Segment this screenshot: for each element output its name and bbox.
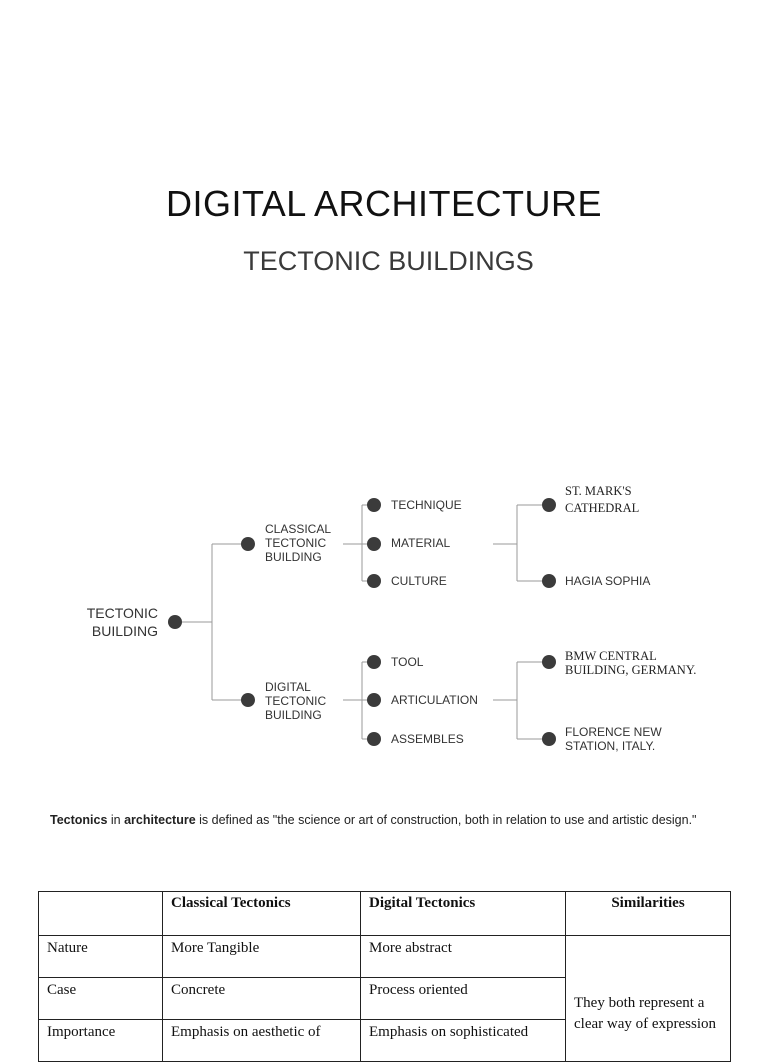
page-title: DIGITAL ARCHITECTURE	[165, 183, 603, 224]
example-bmw: BMW CENTRAL BUILDING, GERMANY.	[565, 649, 697, 677]
node-culture	[367, 574, 381, 588]
aspect-articulation: ARTICULATION	[391, 693, 478, 707]
table-cell: Emphasis on sophisticated	[361, 1020, 566, 1062]
comparison-table	[38, 891, 731, 1062]
node-tool	[367, 655, 381, 669]
aspect-culture: CULTURE	[391, 574, 447, 588]
classical-label: CLASSICAL TECTONIC BUILDING	[265, 522, 332, 564]
node-hagia-sophia	[542, 574, 556, 588]
example-hagia-sophia: HAGIA SOPHIA	[565, 574, 651, 588]
table-cell: Importance	[39, 1020, 163, 1062]
node-assembles	[367, 732, 381, 746]
table-header-classical: Classical Tectonics	[163, 892, 361, 936]
tectonics-definition: Tectonics in architecture is defined as "the science or art of construction, both in relation to use and artistic design."	[50, 813, 697, 827]
definition-text: is defined as "the science or art of construction, both in relation to use and artistic design."	[195, 813, 697, 827]
node-material	[367, 537, 381, 551]
root-label: TECTONIC BUILDING	[86, 605, 158, 639]
table-cell: More Tangible	[163, 936, 361, 978]
example-st-marks: ST. MARK'S CATHEDRAL	[565, 484, 640, 515]
node-bmw	[542, 655, 556, 669]
aspect-tool: TOOL	[391, 655, 424, 669]
table-header-empty	[39, 892, 163, 936]
node-root	[168, 615, 182, 629]
similarities-cell: They both represent a clear way of expression	[566, 936, 731, 1062]
table-row	[39, 936, 731, 978]
definition-field: architecture	[124, 813, 196, 827]
table-cell: More abstract	[361, 936, 566, 978]
table-cell: Nature	[39, 936, 163, 978]
tectonic-tree-diagram	[0, 470, 768, 760]
node-technique	[367, 498, 381, 512]
aspect-technique: TECHNIQUE	[391, 498, 462, 512]
page-subtitle: TECTONIC BUILDINGS	[243, 246, 534, 276]
aspect-assembles: ASSEMBLES	[391, 732, 464, 746]
table-cell: Concrete	[163, 978, 361, 1020]
table-cell: Emphasis on aesthetic of	[163, 1020, 361, 1062]
table-header-digital: Digital Tectonics	[361, 892, 566, 936]
table-cell: Case	[39, 978, 163, 1020]
table-header-row	[39, 892, 731, 936]
node-articulation	[367, 693, 381, 707]
node-digital	[241, 693, 255, 707]
example-florence: FLORENCE NEW STATION, ITALY.	[565, 725, 662, 753]
digital-label: DIGITAL TECTONIC BUILDING	[265, 680, 327, 722]
node-st-marks	[542, 498, 556, 512]
aspect-material: MATERIAL	[391, 536, 451, 550]
node-classical	[241, 537, 255, 551]
table-header-similarities: Similarities	[566, 892, 731, 936]
node-florence	[542, 732, 556, 746]
table-cell: Process oriented	[361, 978, 566, 1020]
definition-term: Tectonics	[50, 813, 108, 827]
